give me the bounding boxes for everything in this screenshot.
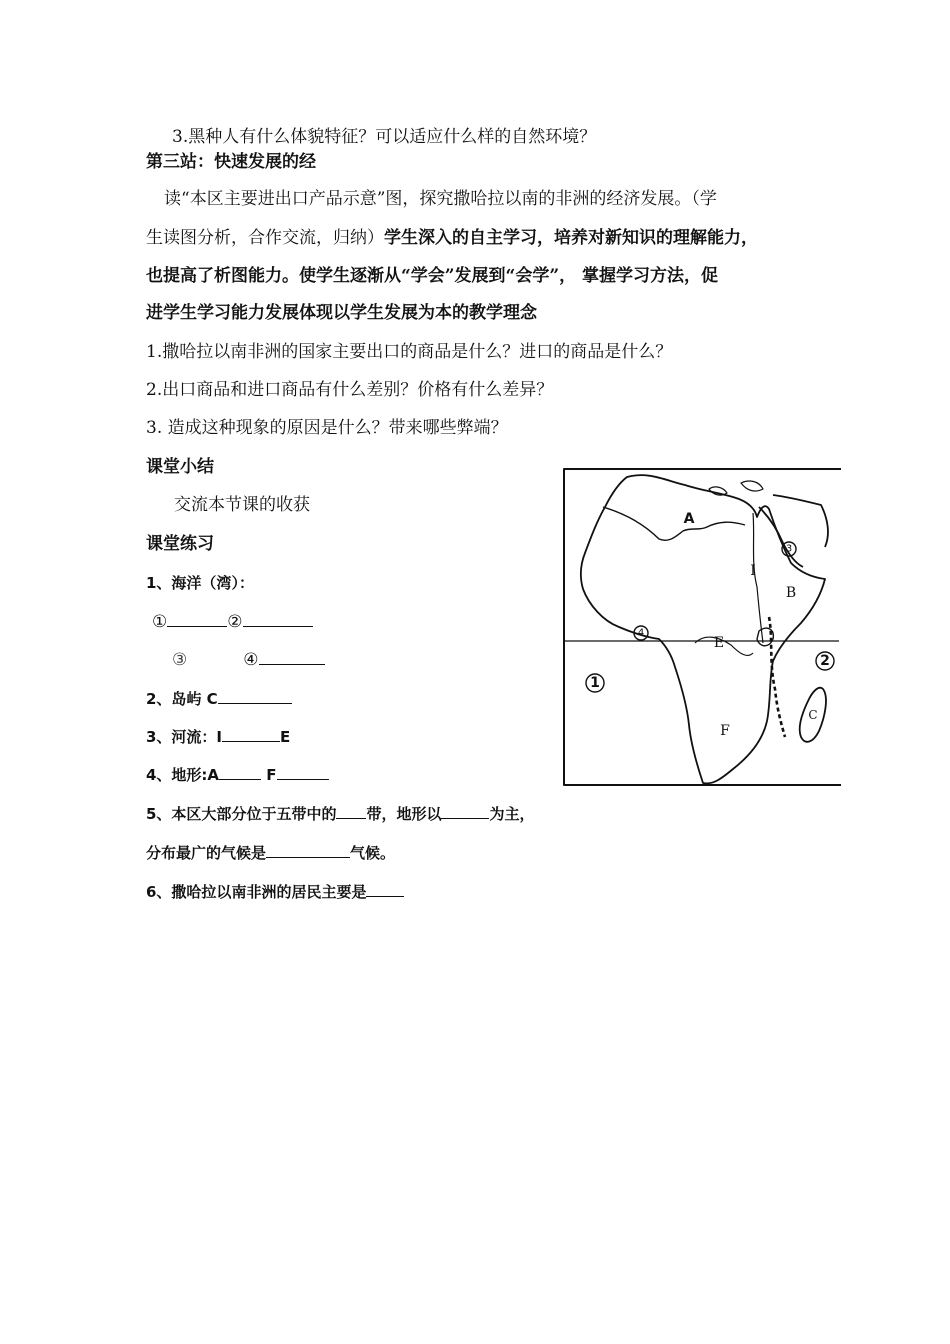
exercise-5-zone	[146, 803, 534, 824]
exercise-5-climate	[146, 842, 395, 863]
exercise-2-island	[146, 688, 292, 709]
exercise-1-row-2	[172, 649, 325, 670]
map-label-f: F	[720, 723, 730, 739]
summary-title: 课堂小结	[146, 457, 214, 477]
exercise-1-oceans: 1、海洋（湾）：	[146, 574, 254, 592]
exercise-5-climate-suffix: 气候。	[350, 844, 396, 862]
sahara-border	[603, 507, 745, 540]
station-3-title: 第三站：快速发展的经	[146, 152, 316, 172]
exercise-5-part-b: 带，地形以	[366, 805, 442, 823]
exercise-5-part-a: 5、本区大部分位于五带中的	[146, 805, 337, 823]
river-e-label: E	[280, 728, 291, 746]
map-label-e: E	[713, 635, 725, 651]
map-ocean-3-number: 3	[785, 543, 793, 555]
exercise-4-landforms	[146, 764, 329, 785]
exercise-5-climate-label: 分布最广的气候是	[146, 844, 267, 862]
question-3-causes: 3. 造成这种现象的原因是什么？带来哪些弊端？	[146, 418, 508, 438]
practice-title: 课堂练习	[146, 534, 214, 554]
question-3-physical-traits: 3.黑种人有什么体貌特征？可以适应什么样的自然环境？	[172, 127, 597, 147]
climate-blank[interactable]	[266, 842, 350, 858]
ocean-4-blank[interactable]	[259, 649, 325, 665]
landform-a-blank[interactable]	[219, 764, 261, 780]
exercise-3-rivers	[146, 726, 290, 747]
paragraph-line-2-bold: 学生深入的自主学习，培养对新知识的理解能力，	[384, 228, 758, 248]
ocean-2-blank[interactable]	[243, 611, 313, 627]
paragraph-line-2-normal: 生读图分析，合作交流，归纳）	[146, 228, 384, 248]
africa-map	[563, 467, 841, 787]
sinai-shape	[741, 481, 763, 491]
exercise-5-part-c: 为主，	[489, 805, 535, 823]
paragraph-line-4: 进学生学习能力发展体现以学生发展为本的教学理念	[146, 303, 537, 323]
map-label-b: B	[785, 585, 797, 601]
map-ocean-1-number: 1	[590, 675, 600, 691]
question-1-exports: 1.撒哈拉以南非洲的国家主要出口的商品是什么？进口的商品是什么？	[146, 342, 673, 362]
map-label-a: A	[683, 511, 695, 527]
map-ocean-2-number: 2	[820, 653, 830, 669]
terrain-blank[interactable]	[441, 803, 489, 819]
zone-blank[interactable]	[336, 803, 366, 819]
summary-text: 交流本节课的收获	[174, 495, 310, 515]
ocean-1-blank[interactable]	[167, 611, 227, 627]
exercise-6-residents	[146, 881, 404, 902]
ocean-4-marker: ④	[243, 650, 259, 670]
map-label-i: I	[750, 563, 756, 579]
exercise-6-label: 6、撒哈拉以南非洲的居民主要是	[146, 883, 367, 901]
paragraph-line-1: 读“本区主要进出口产品示意”图，探究撒哈拉以南的非洲的经济发展。（学	[164, 189, 717, 209]
ocean-3-marker: ③	[172, 650, 188, 670]
island-blank[interactable]	[218, 688, 292, 704]
landform-f-label: F	[266, 766, 277, 784]
paragraph-line-3: 也提高了析图能力。使学生逐渐从“学会”发展到“会学”， 掌握学习方法，促	[146, 266, 719, 286]
map-label-c: C	[808, 708, 818, 722]
africa-coastline	[581, 475, 825, 783]
paragraph-line-2	[146, 228, 758, 248]
exercise-4-label: 4、地形:A	[146, 766, 220, 784]
arabia-coast	[759, 507, 803, 567]
ocean-2-marker: ②	[227, 612, 243, 632]
ocean-1-marker: ①	[152, 612, 168, 632]
landform-f-blank[interactable]	[277, 764, 329, 780]
residents-blank[interactable]	[366, 881, 404, 897]
map-ocean-4-number: 4	[637, 627, 645, 639]
map-frame	[564, 469, 841, 785]
river-i-blank[interactable]	[222, 726, 280, 742]
question-2-differences: 2.出口商品和进口商品有什么差别？价格有什么差异？	[146, 380, 554, 400]
exercise-1-row-1	[152, 611, 313, 632]
exercise-3-label: 3、河流：I	[146, 728, 223, 746]
exercise-2-label: 2、岛屿 C	[146, 690, 218, 708]
